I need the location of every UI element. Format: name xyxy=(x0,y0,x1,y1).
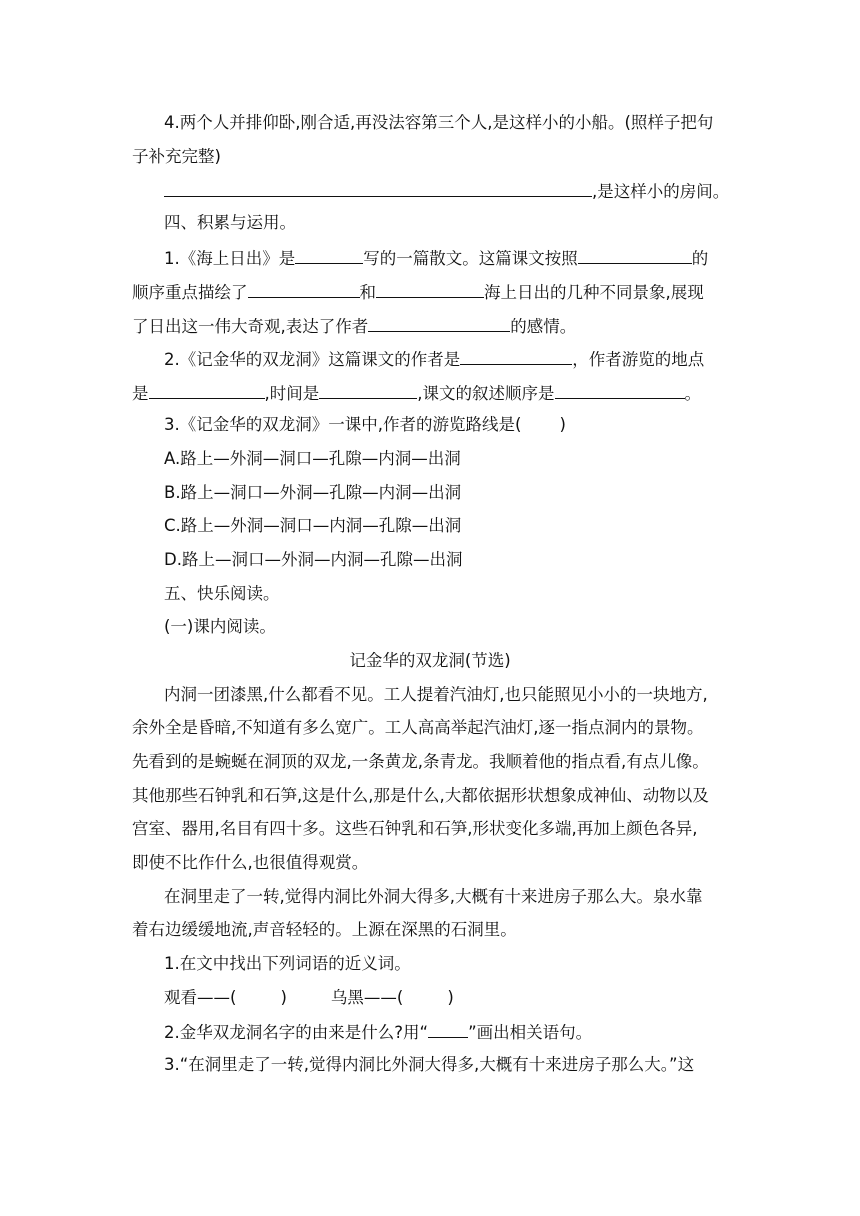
reading-q2-text-b: ”画出相关语句。 xyxy=(468,1023,593,1042)
s4-q1-text-f: 海上日出的几种不同景象,展现 xyxy=(484,283,704,302)
passage-title: 记金华的双龙洞(节选) xyxy=(349,651,511,670)
section5-title: 五、快乐阅读。 xyxy=(164,584,280,603)
s4-q1-text-e: 和 xyxy=(359,283,376,302)
s4-q1-text-b: 写的一篇散文。这篇课文按照 xyxy=(363,249,578,268)
s4-q1-blank-scene1[interactable] xyxy=(248,279,360,298)
passage-p2-line2: 着右边缓缓地流,声音轻轻的。上源在深黑的石洞里。 xyxy=(132,920,517,939)
s4-q2-text-b: ，作者游览的地点 xyxy=(572,350,705,369)
s4-q1-blank-order[interactable] xyxy=(578,245,692,264)
section5-subtitle: (一)课内阅读。 xyxy=(164,617,276,636)
s4-q3-option-a[interactable]: A.路上—外洞—洞口—孔隙—内洞—出洞 xyxy=(164,449,461,468)
reading-q2-row xyxy=(164,1019,592,1045)
synonym-word1: 观看——( xyxy=(164,988,237,1007)
passage-p1-line4: 其他那些石钟乳和石笋,这是什么,那是什么,大都依据形状想象成神仙、动物以及 xyxy=(132,786,709,805)
s4-q3-option-d[interactable]: D.路上—洞口—外洞—内洞—孔隙—出洞 xyxy=(164,550,463,569)
q4-answer-blank[interactable] xyxy=(164,178,592,197)
passage-p1-line1: 内洞一团漆黑,什么都看不见。工人提着汽油灯,也只能照见小小的一块地方, xyxy=(164,685,708,704)
s4-q2-blank-author[interactable] xyxy=(460,346,572,365)
s4-q2-line2 xyxy=(132,380,701,406)
s4-q1-text-d: 顺序重点描绘了 xyxy=(132,283,248,302)
passage-p1-line5: 宫室、器用,名目有四十多。这些石钟乳和石笋,形状变化多端,再加上颜色各异, xyxy=(132,819,698,838)
reading-q2-text-a: 2.金华双龙洞名字的由来是什么?用“ xyxy=(164,1023,429,1042)
s4-q2-text-e: ,课文的叙述顺序是 xyxy=(417,384,555,403)
passage-p2-line1: 在洞里走了一转,觉得内洞比外洞大得多,大概有十来进房子那么大。泉水靠 xyxy=(164,887,703,906)
s4-q1-blank-author[interactable] xyxy=(295,245,363,264)
s4-q2-text-d: ,时间是 xyxy=(264,384,320,403)
s4-q2-line1 xyxy=(164,346,704,372)
s4-q2-blank-place[interactable] xyxy=(149,380,265,399)
s4-q1-line2 xyxy=(132,279,704,305)
reading-q3-stem: 3.“在洞里走了一转,觉得内洞比外洞大得多,大概有十来进房子那么大。”这 xyxy=(164,1055,695,1074)
s4-q2-text-f: 。 xyxy=(684,384,701,403)
s4-q1-blank-scene2[interactable] xyxy=(376,279,484,298)
reading-q2-underline-sample xyxy=(428,1019,468,1038)
s4-q1-blank-feeling[interactable] xyxy=(368,313,510,332)
passage-p1-line3: 先看到的是蜿蜒在洞顶的双龙,一条黄龙,条青龙。我顺着他的指点看,有点儿像。 xyxy=(132,752,709,771)
s4-q1-text-g: 了日出这一伟大奇观,表达了作者 xyxy=(132,317,369,336)
synonym-word2: 乌黑——( xyxy=(330,988,404,1007)
s4-q3-option-c[interactable]: C.路上—外洞—洞口—内洞—孔隙—出洞 xyxy=(164,516,462,535)
s4-q1-text-c: 的 xyxy=(691,249,709,268)
reading-q1-words xyxy=(164,986,454,1010)
q4-answer-suffix: ,是这样小的房间。 xyxy=(592,182,730,201)
s4-q2-text-a: 2.《记金华的双龙洞》这篇课文的作者是 xyxy=(164,350,461,369)
section4-title: 四、积累与运用。 xyxy=(164,213,296,232)
passage-p1-line2: 余外全是昏暗,不知道有多么宽广。工人高高举起汽油灯,逐一指点洞内的景物。 xyxy=(132,718,704,737)
q4-line1: 4.两个人并排仰卧,刚合适,再没法容第三个人,是这样小的小船。(照样子把句 xyxy=(164,113,714,132)
q4-line2: 子补充完整) xyxy=(132,147,221,166)
s4-q2-blank-order[interactable] xyxy=(555,380,685,399)
passage-p1-line6: 即使不比作什么,也很值得观赏。 xyxy=(132,853,369,872)
s4-q2-text-c: 是 xyxy=(132,384,149,403)
s4-q1-line3 xyxy=(132,313,576,339)
reading-q1-stem: 1.在文中找出下列词语的近义词。 xyxy=(164,954,411,973)
s4-q1-line1 xyxy=(164,245,708,271)
s4-q1-text-h: 的感情。 xyxy=(510,317,577,336)
synonym-word1-close: ) xyxy=(280,988,287,1007)
s4-q3-close: ) xyxy=(559,415,566,434)
synonym-word2-close: ) xyxy=(447,988,454,1007)
s4-q3-option-b[interactable]: B.路上—洞口—外洞—孔隙—内洞—出洞 xyxy=(164,483,462,502)
s4-q3-stem-row xyxy=(164,413,566,437)
q4-answer-row xyxy=(164,178,729,204)
s4-q3-stem: 3.《记金华的双龙洞》一课中,作者的游览路线是( xyxy=(164,415,522,434)
s4-q2-blank-time[interactable] xyxy=(319,380,417,399)
s4-q1-text-a: 1.《海上日出》是 xyxy=(164,249,296,268)
